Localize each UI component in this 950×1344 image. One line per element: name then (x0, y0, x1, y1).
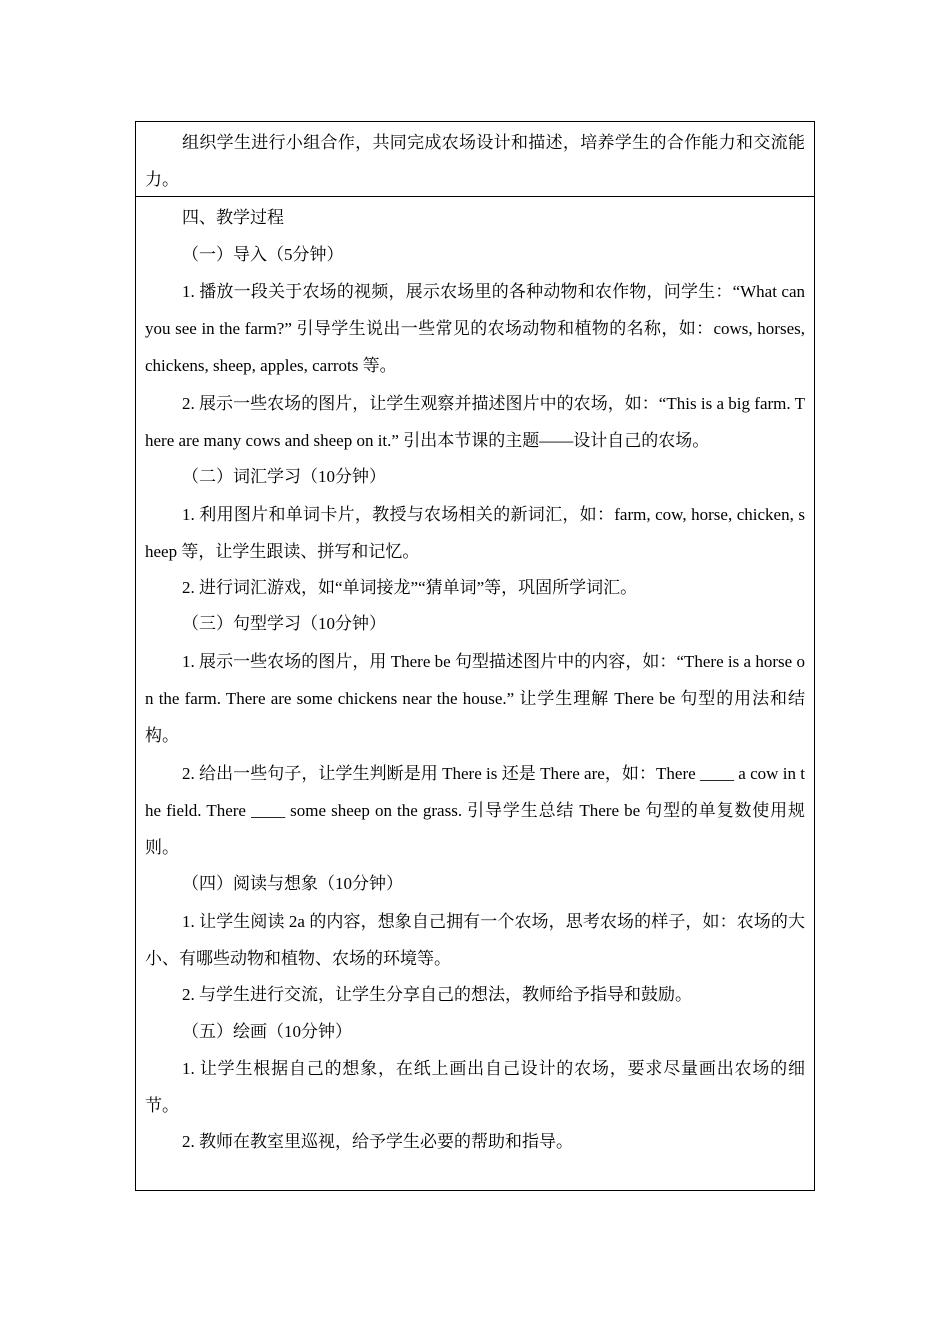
reading-item-1: 1. 让学生阅读 2a 的内容，想象自己拥有一个农场，思考农场的样子，如：农场的大小、有哪些动物和植物、农场的环境等。 (145, 911, 805, 968)
objective-paragraph: 组织学生进行小组合作，共同完成农场设计和描述，培养学生的合作能力和交流能力。 (145, 133, 805, 190)
step-heading-vocabulary: （二）词汇学习（10分钟） (182, 467, 386, 487)
lesson-plan-table (135, 121, 815, 1191)
vocabulary-item-2: 2. 进行词汇游戏，如“单词接龙”“猜单词”等，巩固所学词汇。 (182, 577, 638, 597)
sentence-item-1: 1. 展示一些农场的图片，用 There be 句型描述图片中的内容，如：“There is a horse on the farm. There are some chickens near the house.” 让学生理解 There be 句型的用法和结构。 (145, 651, 805, 746)
intro-item-2: 2. 展示一些农场的图片，让学生观察并描述图片中的农场，如：“This is a big farm. There are many cows and sheep on it.” 引出本节课的主题——设计自己的农场。 (145, 393, 805, 450)
drawing-item-1: 1. 让学生根据自己的想象，在纸上画出自己设计的农场，要求尽量画出农场的细节。 (145, 1059, 805, 1116)
drawing-item-2: 2. 教师在教室里巡视，给予学生必要的帮助和指导。 (182, 1132, 573, 1152)
step-heading-sentence: （三）句型学习（10分钟） (182, 614, 386, 634)
reading-item-2: 2. 与学生进行交流，让学生分享自己的想法，教师给予指导和鼓励。 (182, 985, 692, 1005)
intro-item-1: 1. 播放一段关于农场的视频，展示农场里的各种动物和农作物，问学生：“What can you see in the farm?” 引导学生说出一些常见的农场动物和植物的名称，如：cows, horses, chickens, sheep, apples, carrots 等。 (145, 282, 805, 376)
teaching-process-cell (136, 197, 814, 1190)
step-heading-reading: （四）阅读与想象（10分钟） (182, 874, 403, 894)
vocabulary-item-1: 1. 利用图片和单词卡片，教授与农场相关的新词汇，如：farm, cow, horse, chicken, sheep 等，让学生跟读、拼写和记忆。 (145, 504, 805, 561)
step-heading-intro: （一）导入（5分钟） (182, 244, 344, 264)
section-heading: 四、教学过程 (182, 208, 284, 227)
step-heading-drawing: （五）绘画（10分钟） (182, 1021, 352, 1041)
sentence-item-2: 2. 给出一些句子，让学生判断是用 There is 还是 There are，如：There ____ a cow in the field. There ____ some sheep on the grass. 引导学生总结 There be 句型的单复数使用规则。 (145, 763, 805, 857)
objective-cell (136, 122, 814, 197)
